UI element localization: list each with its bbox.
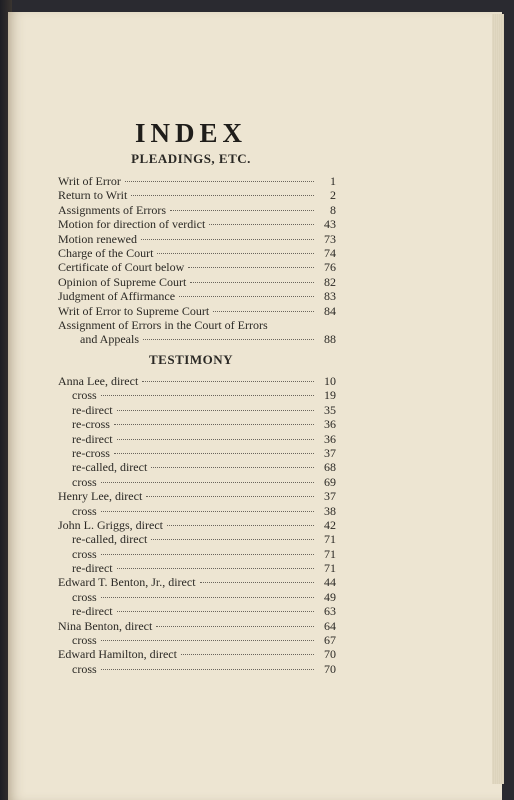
entry-page: 37 [324,489,336,504]
dot-leader [156,626,314,627]
examination-entry [58,633,336,647]
entry-page: 10 [324,374,336,388]
entry-label: cross [72,388,97,403]
entry-page: 8 [330,202,336,217]
entry-label-line1: Assignment of Errors in the Court of Errors [58,317,268,332]
examination-entry [58,504,336,518]
index-entry [58,174,336,188]
dot-leader [213,311,314,312]
entry-label: Motion renewed [58,231,137,246]
entry-page: 71 [324,561,336,576]
examination-entry [58,446,336,460]
dot-leader [101,554,314,555]
entry-page: 36 [324,417,336,432]
dot-leader [101,511,314,512]
entry-label: re-direct [72,402,113,417]
dot-leader [181,654,314,655]
entry-label: re-cross [72,445,110,460]
entry-page: 44 [324,575,336,590]
entry-page: 82 [324,274,336,289]
index-entry [58,217,336,231]
witness-entry [58,374,336,388]
entry-label: cross [72,474,97,489]
witness-entry [58,489,336,503]
entry-label: John L. Griggs, direct [58,517,163,532]
entry-label: cross [72,633,97,648]
entry-label: re-called, direct [72,460,148,475]
entry-page: 71 [324,532,336,547]
index-entry [58,260,336,274]
pleadings-list [58,174,336,347]
pleadings-heading: PLEADINGS, ETC. [131,151,251,166]
entry-page: 76 [324,260,336,275]
entry-page: 70 [324,661,336,676]
index-entry [58,304,336,318]
entry-page: 64 [324,618,336,633]
index-entry [58,289,336,303]
dot-leader [101,597,314,598]
page-edge [492,14,504,784]
entry-label: Certificate of Court below [58,260,185,275]
entry-page: 69 [324,474,336,489]
entry-page: 83 [324,289,336,304]
dot-leader [117,611,314,612]
examination-entry [58,590,336,604]
dot-leader [167,525,314,526]
examination-entry [58,561,336,575]
dot-leader [143,339,314,340]
entry-label: re-cross [72,417,110,432]
dot-leader [151,467,314,468]
dot-leader [170,210,314,211]
index-entry [58,203,336,217]
dot-leader [179,296,314,297]
entry-page: 36 [324,431,336,446]
entry-label: Anna Lee, direct [58,374,139,388]
dot-leader [114,424,314,425]
dot-leader [157,253,314,254]
entry-page: 43 [324,217,336,232]
entry-label: cross [72,546,97,561]
examination-entry [58,460,336,474]
entry-label: Charge of the Court [58,245,154,260]
dot-leader [117,410,314,411]
dot-leader [131,195,314,196]
entry-label: Writ of Error [58,174,121,188]
entry-label: re-direct [72,561,113,576]
page-title: INDEX [134,118,247,148]
index-entry [58,332,336,346]
entry-label: Judgment of Affirmance [58,289,176,304]
examination-entry [58,388,336,402]
entry-page: 88 [324,332,336,347]
dot-leader [200,582,314,583]
dot-leader [125,181,314,182]
dot-leader [117,439,314,440]
entry-page: 74 [324,245,336,260]
index-entry [58,188,336,202]
dot-leader [101,482,314,483]
entry-label: Motion for direction of verdict [58,217,206,232]
dot-leader [151,539,314,540]
entry-label: Writ of Error to Supreme Court [58,303,210,318]
entry-label: re-direct [72,431,113,446]
testimony-heading: TESTIMONY [149,352,233,367]
entry-label: Assignments of Errors [58,202,166,217]
entry-label: cross [72,503,97,518]
entry-page: 70 [324,647,336,662]
entry-page: 19 [324,388,336,403]
entry-page: 38 [324,503,336,518]
examination-entry [58,475,336,489]
entry-page: 42 [324,517,336,532]
witness-entry [58,619,336,633]
entry-page: 84 [324,303,336,318]
witness-entry [58,518,336,532]
dot-leader [101,640,314,641]
entry-label: Opinion of Supreme Court [58,274,187,289]
entry-label: Edward Hamilton, direct [58,647,177,662]
entry-label: Nina Benton, direct [58,618,153,633]
index-entry [58,232,336,246]
entry-page: 37 [324,445,336,460]
examination-entry [58,532,336,546]
dot-leader [209,224,314,225]
examination-entry [58,417,336,431]
testimony-list [58,374,336,676]
witness-entry [58,647,336,661]
entry-page: 68 [324,460,336,475]
examination-entry [58,662,336,676]
dot-leader [141,239,314,240]
entry-label: re-direct [72,604,113,619]
index-entry [58,275,336,289]
entry-label: cross [72,589,97,604]
entry-page: 1 [330,174,336,188]
dot-leader [190,282,314,283]
entry-label: Edward T. Benton, Jr., direct [58,575,196,590]
entry-page: 67 [324,633,336,648]
dot-leader [146,496,314,497]
dot-leader [101,395,314,396]
entry-page: 35 [324,402,336,417]
dot-leader [188,267,314,268]
entry-label: cross [72,661,97,676]
dot-leader [114,453,314,454]
entry-label: Henry Lee, direct [58,489,143,504]
dot-leader [142,381,314,382]
entry-label: re-called, direct [72,532,148,547]
entry-label: and Appeals [80,332,139,347]
dot-leader [101,669,314,670]
entry-page: 2 [330,188,336,203]
examination-entry [58,604,336,618]
examination-entry [58,403,336,417]
witness-entry [58,575,336,589]
entry-page: 73 [324,231,336,246]
index-entry [58,246,336,260]
examination-entry [58,547,336,561]
entry-page: 63 [324,604,336,619]
entry-page: 71 [324,546,336,561]
entry-page: 49 [324,589,336,604]
entry-label: Return to Writ [58,188,128,203]
examination-entry [58,432,336,446]
dot-leader [117,568,314,569]
